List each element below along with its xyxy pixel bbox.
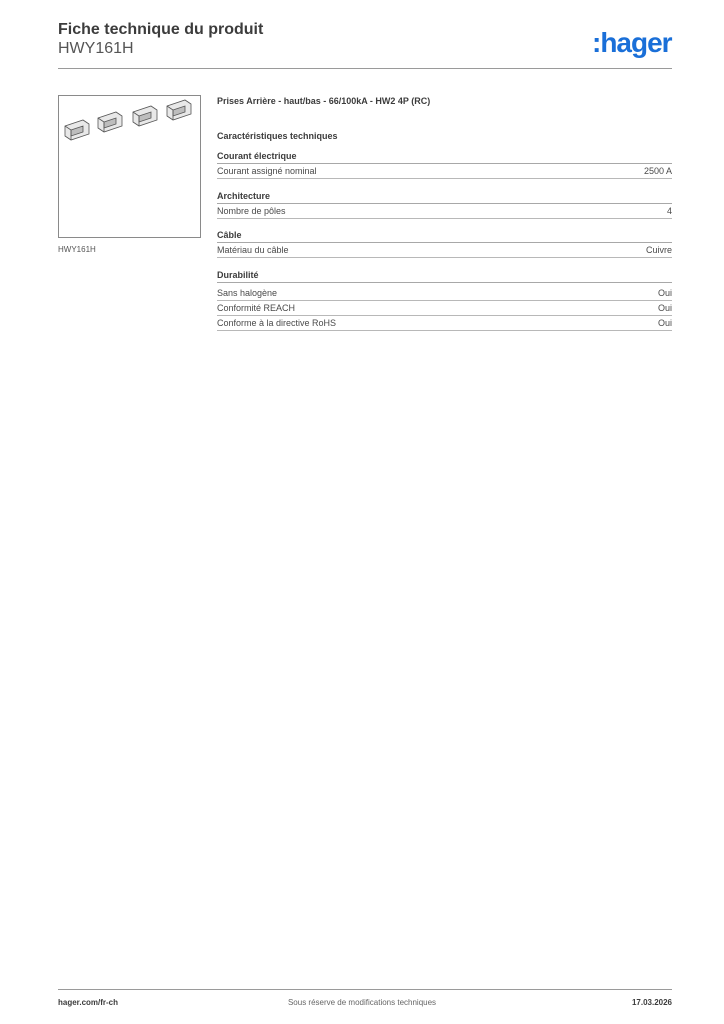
hager-logo: [590, 26, 680, 60]
spec-section-title: Durabilité: [217, 268, 672, 283]
spec-section-title: Architecture: [217, 189, 672, 204]
product-title: Prises Arrière - haut/bas - 66/100kA - HW2 4P (RC): [217, 96, 431, 106]
spec-label: Conforme à la directive RoHS: [217, 318, 337, 328]
product-image: [58, 95, 201, 238]
spec-label: Courant assigné nominal: [217, 166, 317, 176]
spec-row: [217, 243, 672, 258]
page-title: Fiche technique du produit: [58, 21, 264, 38]
spec-row: [217, 204, 672, 219]
spec-value: Oui: [657, 288, 672, 298]
header-divider: [58, 68, 672, 69]
footer-website-link[interactable]: hager.com/fr-ch: [58, 998, 119, 1007]
spec-value: 4: [666, 206, 672, 216]
spec-value: Oui: [657, 303, 672, 313]
spec-row: [217, 301, 672, 316]
spec-value: 2500 A: [643, 166, 672, 176]
spec-row: [217, 316, 672, 331]
spec-row: [217, 286, 672, 301]
product-reference: HWY161H: [58, 40, 134, 57]
spec-section: [217, 149, 672, 179]
product-details: [217, 96, 672, 331]
spec-section: [217, 268, 672, 331]
footer-divider: [58, 989, 672, 990]
spec-section: [217, 189, 672, 219]
spec-label: Matériau du câble: [217, 245, 289, 255]
spec-label: Sans halogène: [217, 288, 278, 298]
rear-terminals-illustration: [59, 96, 200, 237]
svg-text::hager: :hager: [592, 27, 672, 58]
spec-label: Nombre de pôles: [217, 206, 286, 216]
footer-date: 17.03.2026: [631, 998, 672, 1007]
spec-label: Conformité REACH: [217, 303, 296, 313]
image-caption: HWY161H: [58, 245, 96, 254]
spec-row: [217, 164, 672, 179]
footer-note: Sous réserve de modifications techniques: [287, 998, 437, 1007]
spec-section-title: Câble: [217, 228, 672, 243]
spec-section-title: Courant électrique: [217, 149, 672, 164]
spec-section: [217, 228, 672, 258]
spec-value: Cuivre: [645, 245, 672, 255]
specs-heading: Caractéristiques techniques: [217, 131, 338, 141]
spec-value: Oui: [657, 318, 672, 328]
